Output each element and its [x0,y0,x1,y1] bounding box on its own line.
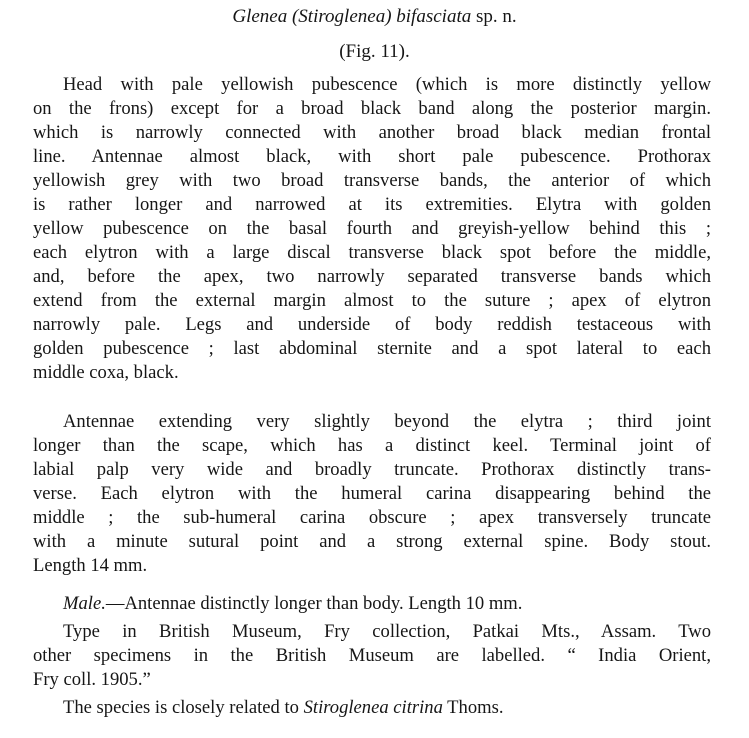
text-line: middle coxa, black. [33,362,179,383]
text-line: longer than the scape, which has a distinct keel. Terminal joint of [33,435,711,456]
text-line: middle ; the sub-humeral carina obscure ; apex transversely truncate [33,507,711,528]
text-line: extend from the external margin almost to the suture ; apex of elytron [33,290,711,311]
male-paragraph [33,592,711,616]
text-line: other specimens in the British Museum are labelled. “ India Orient, [33,645,711,666]
relation-paragraph [33,696,711,720]
male-text: —Antennae distinctly longer than body. Length 10 mm. [105,593,523,614]
description-paragraph [33,73,711,385]
text-line: yellow pubescence on the basal fourth and greyish-yellow behind this ; [33,218,711,239]
text-line: with a minute sutural point and a strong external spine. Body stout. [33,531,711,552]
structure-paragraph [33,410,711,578]
relation-prefix: The species is closely related to [63,697,304,718]
text-line: is rather longer and narrowed at its extremities. Elytra with golden [33,194,711,215]
text-line [33,696,711,720]
text-line: Fry coll. 1905.” [33,669,151,690]
text-line: each elytron with a large discal transverse black spot before the middle, [33,242,711,263]
male-label: Male. [63,593,106,614]
relation-suffix: Thoms. [442,697,504,718]
text-line: narrowly pale. Legs and underside of body reddish testaceous with [33,314,711,335]
text-line: verse. Each elytron with the humeral carina disappearing behind the [33,483,711,504]
text-line: Antennae extending very slightly beyond the elytra ; third joint [63,411,711,432]
text-line: Length 14 mm. [33,555,148,576]
species-name: bifasciata [396,6,472,27]
text-line: and, before the apex, two narrowly separated transverse bands which [33,266,711,287]
text-line: line. Antennae almost black, with short pale pubescence. Prothorax [33,146,711,167]
text-line: which is narrowly connected with another broad black median frontal [33,122,711,143]
type-paragraph [33,620,711,692]
species-heading [0,5,749,29]
text-line: labial palp very wide and broadly truncate. Prothorax distinctly trans- [33,459,711,480]
figure-reference: (Fig. 11). [339,41,410,62]
text-line: Type in British Museum, Fry collection, Patkai Mts., Assam. Two [63,621,711,642]
text-line: Head with pale yellowish pubescence (which is more distinctly yellow [63,74,711,95]
related-species: Stiroglenea citrina [303,697,443,718]
text-line: golden pubescence ; last abdominal sternite and a spot lateral to each [33,338,711,359]
species-suffix: sp. n. [475,6,517,27]
text-line [33,592,711,616]
genus-name: Glenea (Stiroglenea) [232,6,392,27]
text-line: on the frons) except for a broad black band along the posterior margin. [33,98,711,119]
text-line: yellowish grey with two broad transverse bands, the anterior of which [33,170,711,191]
